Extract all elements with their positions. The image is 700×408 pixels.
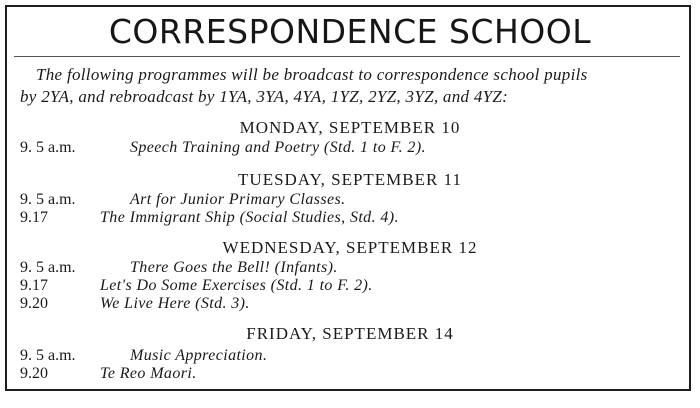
programme-title: We Live Here (Std. 3). bbox=[100, 295, 250, 312]
programme-title: Let's Do Some Exercises (Std. 1 to F. 2). bbox=[100, 277, 373, 294]
programme-title: There Goes the Bell! (Infants). bbox=[130, 259, 338, 276]
broadcast-time: 9.17 bbox=[20, 209, 48, 226]
schedule-row bbox=[20, 138, 426, 158]
broadcast-time: 9. 5 a.m. bbox=[20, 347, 76, 364]
programme-title: Speech Training and Poetry (Std. 1 to F. 2). bbox=[130, 139, 426, 156]
broadcast-time: 9. 5 a.m. bbox=[20, 139, 76, 156]
page-title: CORRESPONDENCE SCHOOL bbox=[108, 12, 592, 51]
programme-title: Music Appreciation. bbox=[130, 347, 268, 364]
broadcast-time: 9.20 bbox=[20, 295, 48, 312]
title-divider bbox=[14, 56, 680, 57]
broadcast-time: 9. 5 a.m. bbox=[20, 259, 76, 276]
schedule-row bbox=[20, 294, 250, 314]
day-heading-wednesday: WEDNESDAY, SEPTEMBER 12 bbox=[222, 238, 478, 257]
day-heading-monday: MONDAY, SEPTEMBER 10 bbox=[239, 118, 461, 137]
programme-title: Te Reo Maori. bbox=[100, 365, 197, 382]
intro-line-1: The following programmes will be broadcast to correspondence school pupils bbox=[36, 65, 588, 84]
intro-paragraph bbox=[20, 64, 686, 108]
schedule-row bbox=[20, 346, 268, 366]
schedule-row bbox=[20, 190, 346, 210]
programme-title: Art for Junior Primary Classes. bbox=[130, 191, 346, 208]
schedule-row bbox=[20, 208, 399, 228]
schedule-row bbox=[20, 276, 373, 296]
day-heading-tuesday: TUESDAY, SEPTEMBER 11 bbox=[238, 170, 462, 189]
broadcast-time: 9. 5 a.m. bbox=[20, 191, 76, 208]
schedule-row bbox=[20, 258, 338, 278]
broadcast-time: 9.20 bbox=[20, 365, 48, 382]
schedule-row bbox=[20, 364, 197, 384]
programme-title: The Immigrant Ship (Social Studies, Std. 4). bbox=[100, 209, 399, 226]
broadcast-time: 9.17 bbox=[20, 277, 48, 294]
day-heading-friday: FRIDAY, SEPTEMBER 14 bbox=[246, 324, 454, 343]
intro-line-2: by 2YA, and rebroadcast by 1YA, 3YA, 4YA, 1YZ, 2YZ, 3YZ, and 4YZ: bbox=[20, 87, 509, 106]
